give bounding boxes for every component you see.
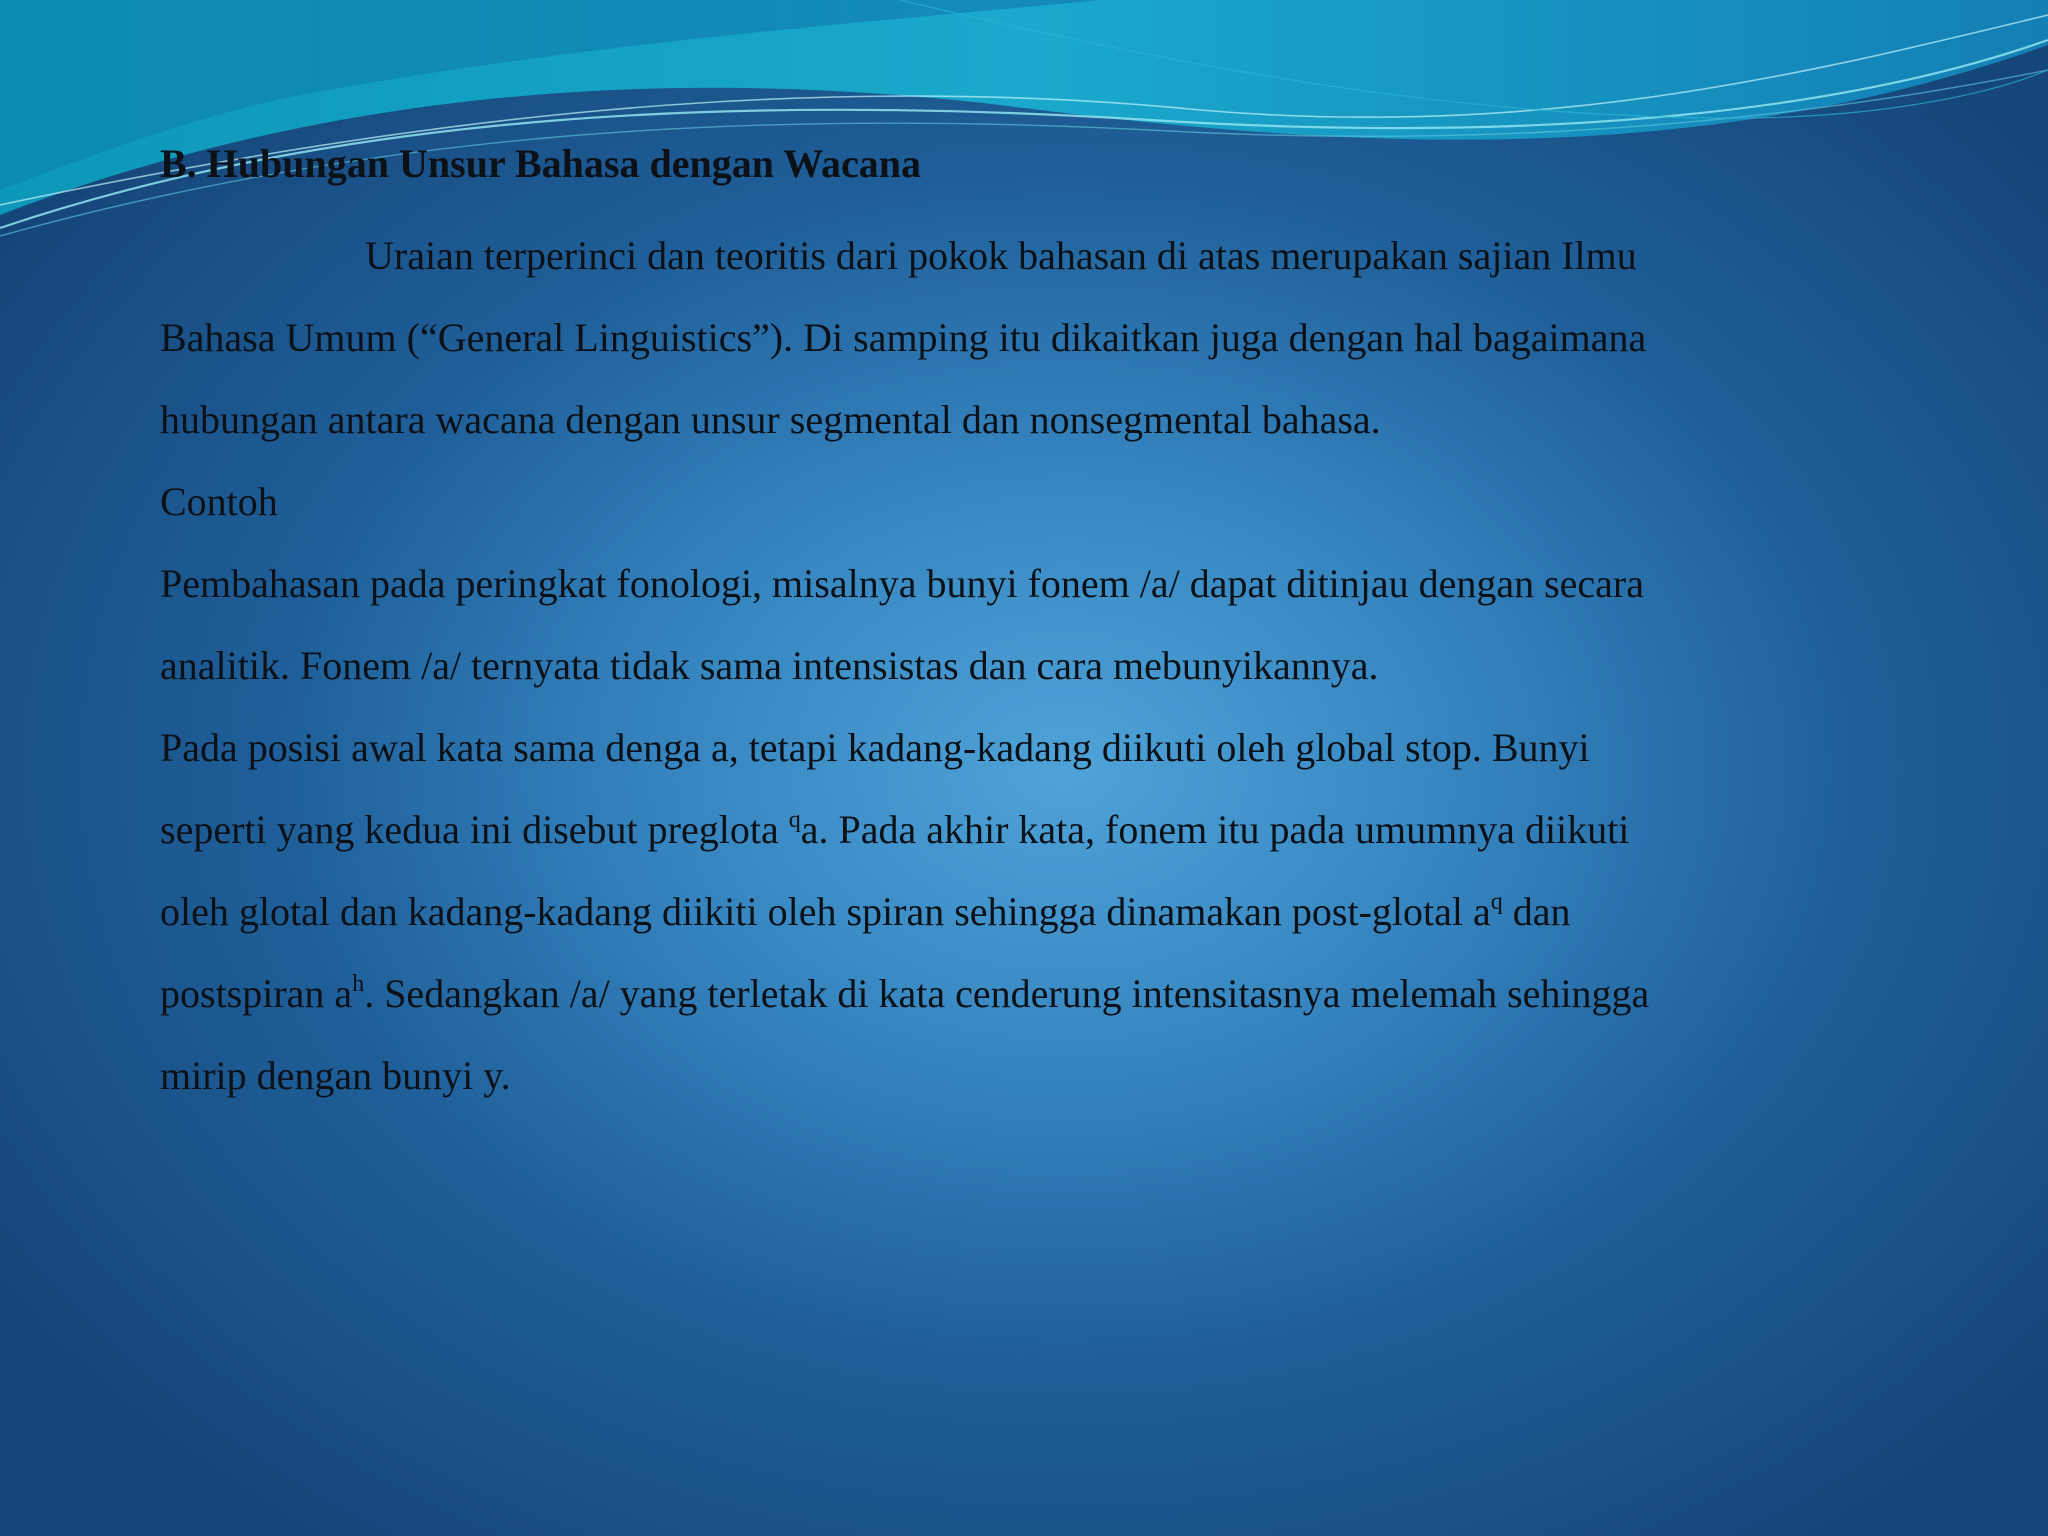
paragraph-line-5: Pembahasan pada peringkat fonologi, misalnya bunyi fonem /a/ dapat ditinjau dengan secara (160, 561, 1644, 606)
paragraph-line-8 (160, 789, 1880, 871)
line-10-text-b: . Sedangkan /a/ yang terletak di kata cenderung intensitasnya melemah sehingga (364, 971, 1650, 1016)
paragraph-line-9 (160, 871, 1880, 953)
line-8-text-a: seperti yang kedua ini disebut preglota (160, 807, 789, 852)
paragraph-line-10 (160, 953, 1880, 1035)
line-9-text-b: dan (1502, 889, 1571, 934)
glottal-superscript: q (788, 806, 801, 833)
slide-title: B. Hubungan Unsur Bahasa dengan Wacana (160, 141, 922, 186)
paragraph-line-3: hubungan antara wacana dengan unsur segmental dan nonsegmental bahasa. (160, 397, 1381, 442)
paragraph-line-6: analitik. Fonem /a/ ternyata tidak sama intensistas dan cara mebunyikannya. (160, 643, 1379, 688)
line-9-text-a: oleh glotal dan kadang-kadang diikiti oleh spiran sehingga dinamakan post-glotal a (160, 889, 1491, 934)
paragraph-line-11: mirip dengan bunyi y. (160, 1053, 511, 1098)
example-heading: Contoh (160, 479, 278, 524)
paragraph-line-1: Uraian terperinci dan teoritis dari pokok bahasan di atas merupakan sajian Ilmu (365, 233, 1637, 278)
glottal-superscript: q (1490, 888, 1503, 915)
slide-body (160, 133, 1880, 1117)
line-10-text-a: postspiran a (160, 971, 353, 1016)
paragraph-line-7: Pada posisi awal kata sama denga a, tetapi kadang-kadang diikuti oleh global stop. Bunyi (160, 725, 1590, 770)
paragraph-line-2: Bahasa Umum (“General Linguistics”). Di samping itu dikaitkan juga dengan hal bagaimana (160, 315, 1647, 360)
aspiration-superscript: h (352, 970, 365, 997)
line-8-text-b: a. Pada akhir kata, fonem itu pada umumnya diikuti (800, 807, 1630, 852)
